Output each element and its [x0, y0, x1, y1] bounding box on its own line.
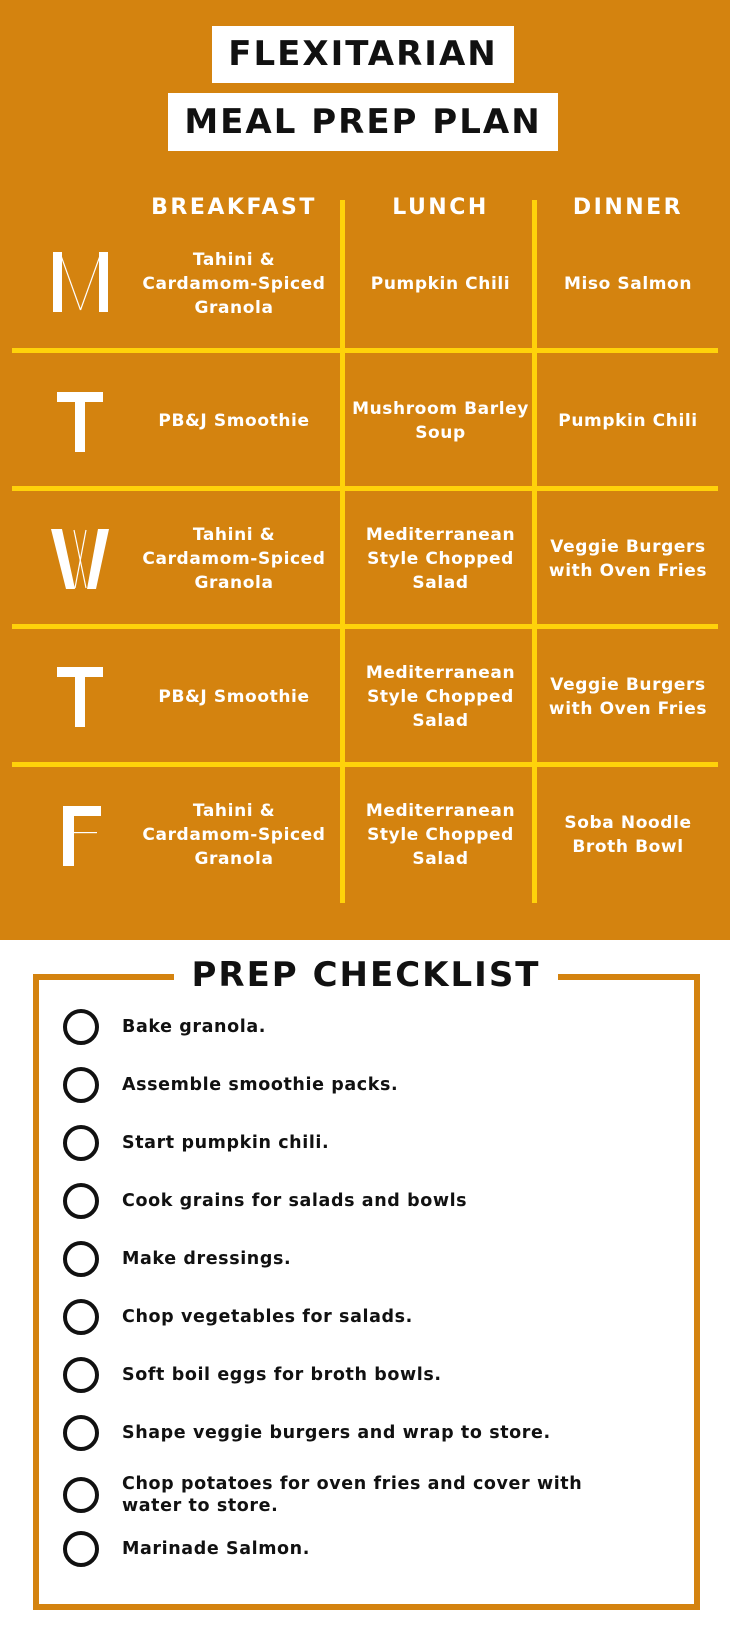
day-letter-t-icon — [40, 392, 120, 452]
column-header-dinner: DINNER — [572, 195, 684, 220]
grid-divider-horizontal-3 — [12, 624, 718, 629]
checklist-item-label: Make dressings. — [122, 1249, 292, 1269]
cell-breakfast: PB&J Smoothie — [158, 411, 310, 431]
cell-dinner: Miso Salmon — [563, 274, 693, 294]
checklist-title: PREP CHECKLIST — [174, 950, 558, 1000]
checklist-item-label: Assemble smoothie packs. — [122, 1075, 399, 1095]
day-letter-w-icon — [40, 529, 120, 589]
grid-divider-horizontal-2 — [12, 486, 718, 491]
column-header-lunch: LUNCH — [392, 195, 489, 220]
cell-dinner: Pumpkin Chili — [558, 411, 698, 431]
checklist-item[interactable] — [63, 1241, 663, 1277]
title-line-2: MEAL PREP PLAN — [168, 93, 558, 151]
checkbox-circle-icon[interactable] — [63, 1299, 99, 1335]
title-line-1: FLEXITARIAN — [212, 26, 514, 83]
checklist-item[interactable] — [63, 1415, 663, 1451]
checklist-item[interactable] — [63, 1473, 663, 1517]
cell-breakfast: Tahini & Cardamom-Spiced Granola — [142, 525, 326, 593]
grid-divider-horizontal-4 — [12, 762, 718, 767]
cell-dinner: Soba Noodle Broth Bowl — [564, 813, 692, 857]
checkbox-circle-icon[interactable] — [63, 1183, 99, 1219]
checklist-item[interactable] — [63, 1125, 663, 1161]
cell-lunch: Mushroom Barley Soup — [352, 399, 529, 443]
grid-divider-horizontal-1 — [12, 348, 718, 353]
cell-breakfast: Tahini & Cardamom-Spiced Granola — [142, 250, 326, 318]
checkbox-circle-icon[interactable] — [63, 1415, 99, 1451]
cell-dinner: Veggie Burgers with Oven Fries — [548, 537, 708, 581]
cell-dinner: Veggie Burgers with Oven Fries — [548, 675, 708, 719]
column-header-breakfast: BREAKFAST — [151, 195, 317, 220]
cell-lunch: Pumpkin Chili — [370, 274, 511, 294]
checklist-item[interactable] — [63, 1009, 663, 1045]
checkbox-circle-icon[interactable] — [63, 1531, 99, 1567]
checklist-item-label: Chop potatoes for oven fries and cover with water to store. — [122, 1474, 583, 1516]
checkbox-circle-icon[interactable] — [63, 1125, 99, 1161]
day-letter-f-icon — [40, 806, 120, 866]
checklist-item[interactable] — [63, 1067, 663, 1103]
checklist-item-label: Start pumpkin chili. — [122, 1133, 330, 1153]
checklist-item-label: Bake granola. — [122, 1017, 266, 1037]
checkbox-circle-icon[interactable] — [63, 1357, 99, 1393]
checkbox-circle-icon[interactable] — [63, 1241, 99, 1277]
checklist-item[interactable] — [63, 1183, 663, 1219]
grid-divider-vertical-1 — [340, 200, 345, 903]
cell-breakfast: Tahini & Cardamom-Spiced Granola — [142, 801, 326, 869]
cell-lunch: Mediterranean Style Chopped Salad — [365, 663, 516, 731]
checklist-item[interactable] — [63, 1299, 663, 1335]
cell-lunch: Mediterranean Style Chopped Salad — [365, 801, 516, 869]
cell-lunch: Mediterranean Style Chopped Salad — [365, 525, 516, 593]
checklist-item-label: Cook grains for salads and bowls — [122, 1191, 468, 1211]
checkbox-circle-icon[interactable] — [63, 1477, 99, 1513]
checklist-item-label: Soft boil eggs for broth bowls. — [122, 1365, 442, 1385]
checkbox-circle-icon[interactable] — [63, 1009, 99, 1045]
checklist-item-label: Shape veggie burgers and wrap to store. — [122, 1423, 551, 1443]
day-letter-m-icon — [40, 252, 120, 312]
checkbox-circle-icon[interactable] — [63, 1067, 99, 1103]
day-letter-t-icon — [40, 667, 120, 727]
checklist-item-label: Marinade Salmon. — [122, 1539, 310, 1559]
checklist-item-label: Chop vegetables for salads. — [122, 1307, 413, 1327]
checklist-item[interactable] — [63, 1531, 663, 1567]
cell-breakfast: PB&J Smoothie — [158, 687, 310, 707]
checklist-item[interactable] — [63, 1357, 663, 1393]
